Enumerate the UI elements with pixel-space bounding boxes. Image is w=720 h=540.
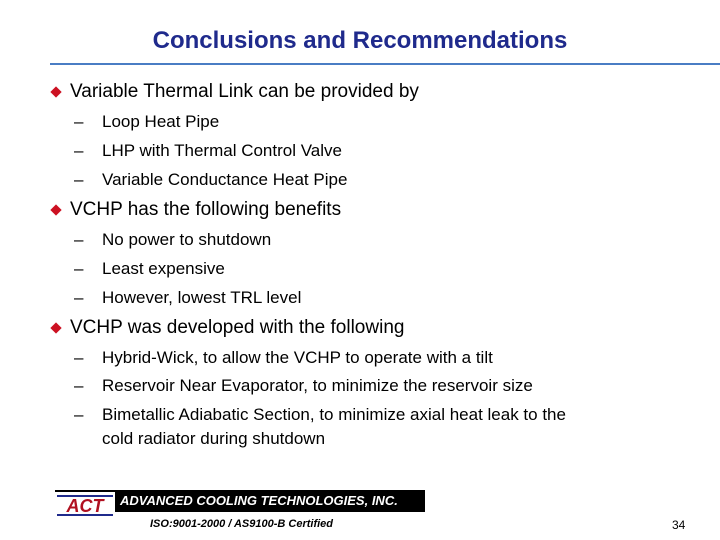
sub-item-text: LHP with Thermal Control Valve xyxy=(102,141,342,160)
sub-item-text: However, lowest TRL level xyxy=(102,288,302,307)
page-number: 34 xyxy=(672,518,686,532)
dash-icon: – xyxy=(74,112,84,131)
dash-icon: – xyxy=(74,288,84,307)
sub-item-text: Reservoir Near Evaporator, to minimize the reservoir size xyxy=(102,376,533,395)
slide-title: Conclusions and Recommendations xyxy=(152,27,568,54)
bullet-text: VCHP was developed with the following xyxy=(70,317,405,338)
title-rule xyxy=(50,63,720,65)
dash-icon: – xyxy=(74,348,84,367)
act-logo-icon xyxy=(55,492,115,518)
dash-icon: – xyxy=(74,259,84,278)
bullet-diamond-icon xyxy=(50,322,61,333)
dash-icon: – xyxy=(74,405,84,424)
bullet-diamond-icon xyxy=(50,86,61,97)
dash-icon: – xyxy=(74,230,84,249)
logo-text: ACT xyxy=(66,496,104,516)
dash-icon: – xyxy=(74,170,84,189)
bullet-text: VCHP has the following benefits xyxy=(70,199,342,220)
certification-text: ISO:9001-2000 / AS9100-B Certified xyxy=(150,518,334,530)
company-name: ADVANCED COOLING TECHNOLOGIES, INC. xyxy=(120,493,398,508)
sub-item-text: Least expensive xyxy=(102,259,225,278)
sub-item-text: Hybrid-Wick, to allow the VCHP to operate with a tilt xyxy=(102,348,493,367)
dash-icon: – xyxy=(74,376,84,395)
sub-item-text: Variable Conductance Heat Pipe xyxy=(102,170,348,189)
sub-item-text: cold radiator during shutdown xyxy=(102,429,326,448)
sub-item-text: No power to shutdown xyxy=(102,230,272,249)
dash-icon: – xyxy=(74,141,84,160)
sub-item-text: Bimetallic Adiabatic Section, to minimize axial heat leak to the xyxy=(102,405,566,424)
bullet-diamond-icon xyxy=(50,204,61,215)
bullet-text: Variable Thermal Link can be provided by xyxy=(70,81,419,102)
sub-item-text: Loop Heat Pipe xyxy=(102,112,220,131)
